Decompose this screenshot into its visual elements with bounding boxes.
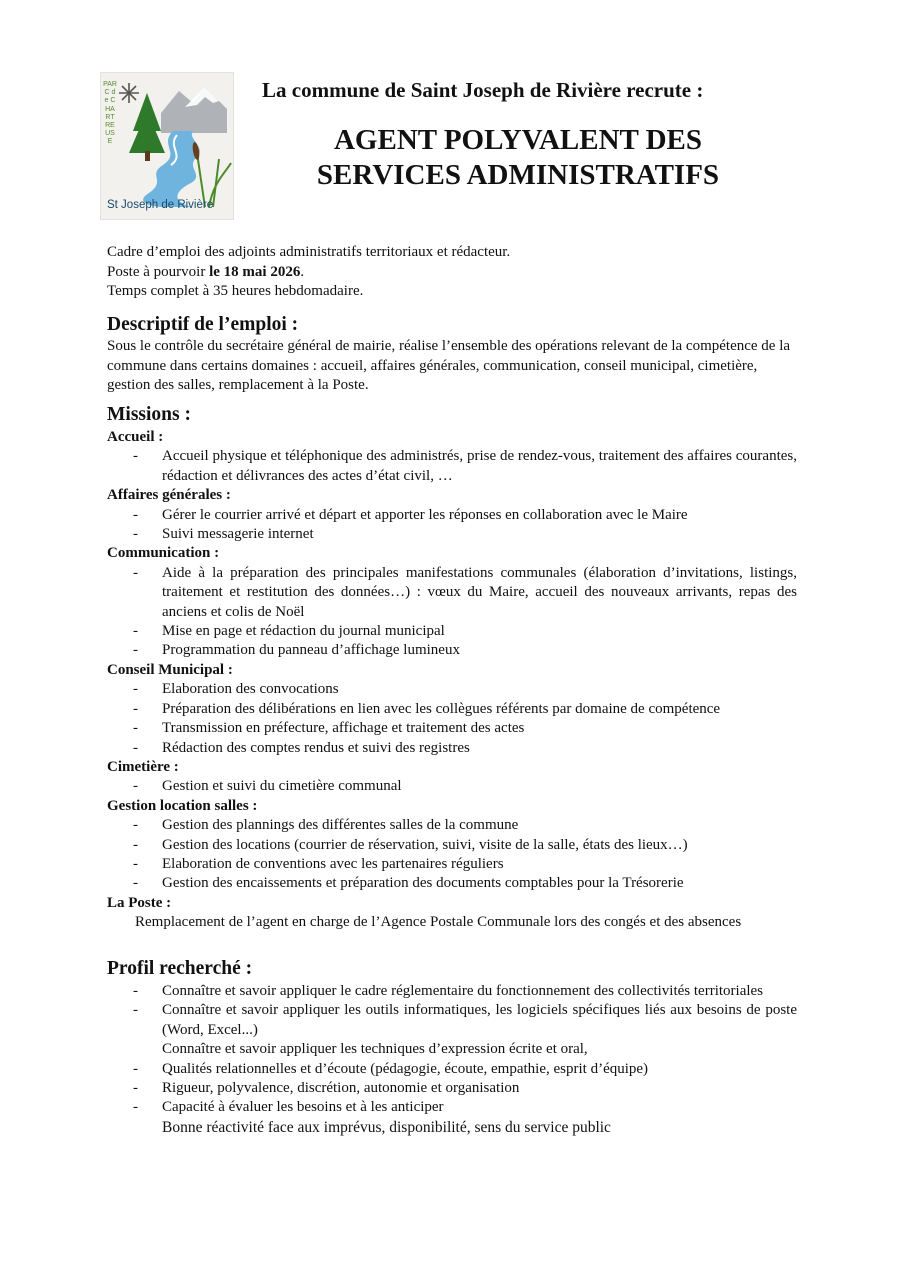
mission-list <box>107 680 797 758</box>
list-item: - Gestion des encaissements et préparation des documents comptables pour la Trésorerie <box>107 874 797 893</box>
section-heading: Descriptif de l’emploi : <box>107 314 299 335</box>
logo-caption: St Joseph de Rivière <box>107 199 214 211</box>
job-title-line2: SERVICES ADMINISTRATIFS <box>316 159 720 191</box>
list-item: - Préparation des délibérations en lien avec les collègues référents par domaine de compétence <box>107 700 797 719</box>
profil-line: Connaître et savoir appliquer les techniques d’expression écrite et oral, <box>162 1041 588 1058</box>
list-item: - Elaboration des convocations <box>107 680 797 699</box>
list-item: - Connaître et savoir appliquer les outils informatiques, les logiciels spécifiques liés aux besoins de poste (Word, Excel...) <box>107 1001 797 1040</box>
list-item: - Transmission en préfecture, affichage et traitement des actes <box>107 719 797 738</box>
mission-list <box>107 777 797 796</box>
mission-subheading: Affaires générales : <box>107 487 231 504</box>
job-title-line1: AGENT POLYVALENT DES <box>333 124 702 156</box>
mission-subheading: Cimetière : <box>107 758 179 775</box>
list-item: - Qualités relationnelles et d’écoute (pédagogie, écoute, empathie, esprit d’équipe) <box>107 1060 797 1079</box>
mission-list <box>107 564 797 661</box>
mission-list <box>107 447 797 486</box>
mission-subheading: Conseil Municipal : <box>107 661 233 678</box>
list-item: - Rédaction des comptes rendus et suivi des registres <box>107 739 797 758</box>
list-item: - Elaboration de conventions avec les partenaires réguliers <box>107 855 797 874</box>
list-item: - Mise en page et rédaction du journal municipal <box>107 622 797 641</box>
start-date: le 18 mai 2026 <box>209 263 301 280</box>
commune-logo <box>100 72 234 220</box>
list-item: - Gestion des plannings des différentes salles de la commune <box>107 816 797 835</box>
mission-subheading: La Poste : <box>107 894 172 911</box>
employment-frame: Cadre d’emploi des adjoints administratifs territoriaux et rédacteur. <box>107 244 511 260</box>
list-item: - Accueil physique et téléphonique des administrés, prise de rendez-vous, traitement des affaires courantes, rédaction et délivrances des actes d’état civil, … <box>107 447 797 486</box>
job-intro <box>107 243 510 302</box>
mission-list <box>107 816 797 894</box>
list-item: - Gérer le courrier arrivé et départ et apporter les réponses en collaboration avec le Maire <box>107 506 797 525</box>
profil-list <box>107 982 797 1040</box>
logo-landscape-icon <box>101 73 233 219</box>
working-time: Temps complet à 35 heures hebdomadaire. <box>107 283 364 299</box>
section-heading: Profil recherché : <box>107 958 253 979</box>
logo-vertical-text: PARC de CHARTREUSE <box>103 81 117 146</box>
mission-list <box>107 506 797 545</box>
list-item: - Gestion et suivi du cimetière communal <box>107 777 797 796</box>
descriptif-text: Sous le contrôle du secrétaire général de mairie, réalise l’ensemble des opérations relevant de la compétence de la commune dans certains domaines : accueil, affaires générales, communication, conseil municipal, cimetière, gestion des salles, remplacement à la Poste. <box>107 338 791 393</box>
recruitment-heading: La commune de Saint Joseph de Rivière recrute : <box>262 78 704 102</box>
list-item: - Gestion des locations (courrier de réservation, suivi, visite de la salle, états des lieux…) <box>107 836 797 855</box>
list-item: - Rigueur, polyvalence, discrétion, autonomie et organisation <box>107 1079 797 1098</box>
list-item: - Connaître et savoir appliquer le cadre réglementaire du fonctionnement des collectivités territoriales <box>107 982 797 1001</box>
section-missions <box>107 403 797 933</box>
job-title <box>280 123 756 193</box>
mission-subheading: Accueil : <box>107 429 164 445</box>
mission-subheading: Gestion location salles : <box>107 797 258 814</box>
poste-text: Remplacement de l’agent en charge de l’Agence Postale Communale lors des congés et des absences <box>135 914 742 931</box>
list-item: - Suivi messagerie internet <box>107 525 797 544</box>
list-item: - Programmation du panneau d’affichage lumineux <box>107 641 797 660</box>
section-heading: Missions : <box>107 404 191 425</box>
start-date-line: Poste à pourvoir le 18 mai 2026. <box>107 263 305 280</box>
list-item: - Aide à la préparation des principales manifestations communales (élaboration d’invitations, listings, traitement et restitution des données…) : vœux du Maire, accueil des nouveaux arrivants, repas des anciens et colis de Noël <box>107 564 797 622</box>
list-item: - Capacité à évaluer les besoins et à les anticiper <box>107 1098 797 1117</box>
mission-subheading: Communication : <box>107 545 220 562</box>
section-profil <box>107 957 797 1137</box>
section-descriptif <box>107 313 797 396</box>
profil-line: Bonne réactivité face aux imprévus, disponibilité, sens du service public <box>162 1118 611 1136</box>
profil-list <box>107 1060 797 1118</box>
